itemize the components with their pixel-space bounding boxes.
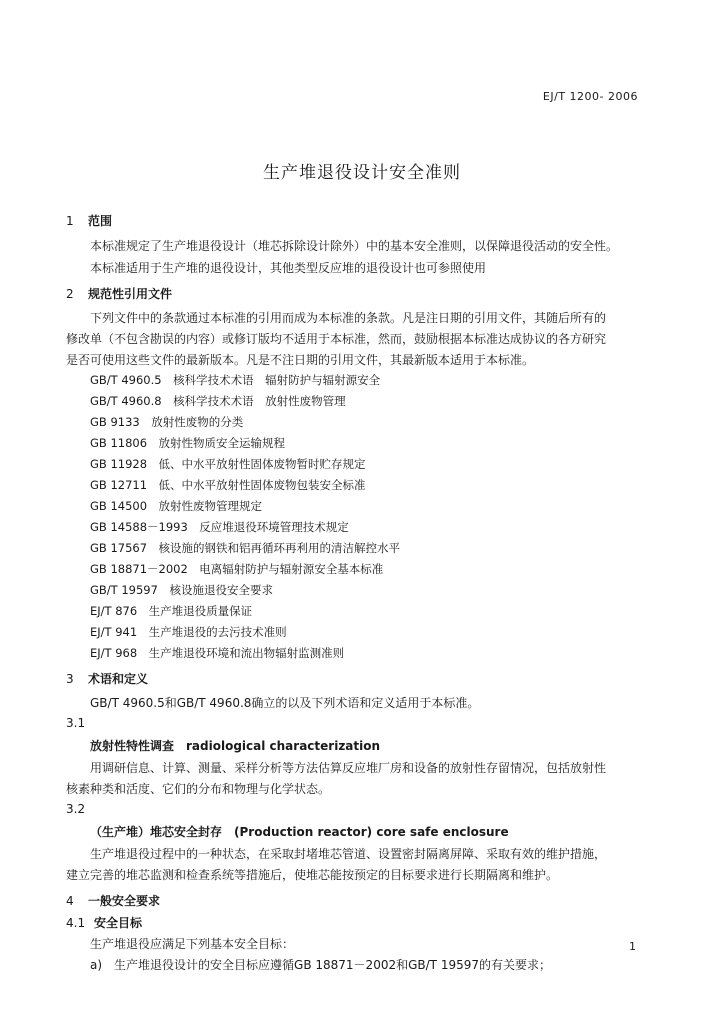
paragraph-line: 本标准规定了生产堆退役设计（堆芯拆除设计除外）中的基本安全准则，以保障退役活动的安全性。 — [90, 239, 619, 253]
reference-item: GB 14500 放射性废物管理规定 — [90, 499, 263, 513]
term-heading: （生产堆）堆芯安全封存 (Production reactor) core safe enclosure — [90, 825, 509, 839]
definition-line: 建立完善的堆芯监测和检查系统等措施后，使堆芯能按预定的目标要求进行长期隔离和维护。 — [66, 868, 559, 882]
section-3-heading — [66, 670, 148, 687]
term-heading: 放射性特性调查 radiological characterization — [90, 739, 381, 753]
term-number: 3.1 — [66, 716, 86, 730]
paragraph-line: 生产堆退役应满足下列基本安全目标： — [90, 937, 295, 951]
reference-item: GB 12711 低、中水平放射性固体废物包装安全标准 — [90, 478, 366, 492]
subsection-title: 安全目标 — [94, 916, 143, 930]
page-title: 生产堆退役设计安全准则 — [263, 163, 461, 183]
section-number: 2 — [66, 287, 74, 301]
reference-item: EJ/T 941 生产堆退役的去污技术准则 — [90, 625, 287, 639]
reference-item: GB/T 19597 核设施退役安全要求 — [90, 583, 273, 597]
term-number: 3.2 — [66, 802, 86, 816]
list-item: a) 生产堆退役设计的安全目标应遵循GB 18871－2002和GB/T 19597的有关要求； — [90, 958, 551, 972]
reference-item: GB 11806 放射性物质安全运输规程 — [90, 436, 286, 450]
section-1-heading — [66, 212, 112, 229]
section-title: 一般安全要求 — [88, 894, 161, 908]
reference-item: EJ/T 876 生产堆退役质量保证 — [90, 604, 253, 618]
definition-line: 用调研信息、计算、测量、采样分析等方法估算反应堆厂房和设备的放射性存留情况，包括放射性 — [90, 761, 607, 775]
subsection-number: 4.1 — [66, 916, 86, 930]
paragraph-line: 下列文件中的条款通过本标准的引用而成为本标准的条款。凡是注日期的引用文件，其随后所有的 — [90, 311, 607, 325]
paragraph-line: 本标准适用于生产堆的退役设计，其他类型反应堆的退役设计也可参照使用 — [90, 261, 487, 275]
reference-item: GB 14588－1993 反应堆退役环境管理技术规定 — [90, 520, 349, 534]
reference-item: GB 18871－2002 电离辐射防护与辐射源安全基本标准 — [90, 562, 384, 576]
definition-line: 生产堆退役过程中的一种状态，在采取封堵堆芯管道、设置密封隔离屏障、采取有效的维护措施， — [90, 847, 607, 861]
paragraph-line: 是否可使用这些文件的最新版本。凡是不注日期的引用文件，其最新版本适用于本标准。 — [66, 353, 535, 367]
reference-item: GB 11928 低、中水平放射性固体废物暂时贮存规定 — [90, 457, 366, 471]
reference-item: GB 9133 放射性废物的分类 — [90, 415, 244, 429]
section-title: 术语和定义 — [88, 672, 149, 686]
section-2-heading — [66, 285, 172, 302]
reference-item: EJ/T 968 生产堆退役环境和流出物辐射监测准则 — [90, 646, 345, 660]
section-4-heading — [66, 892, 160, 909]
reference-item: GB 17567 核设施的钢铁和铝再循环再利用的清洁解控水平 — [90, 541, 401, 555]
section-title: 规范性引用文件 — [88, 287, 173, 301]
reference-item: GB/T 4960.8 核科学技术术语 放射性废物管理 — [90, 394, 346, 408]
subsection-4-1-heading — [66, 914, 142, 931]
section-number: 4 — [66, 894, 74, 908]
section-number: 1 — [66, 214, 74, 228]
paragraph-line: 修改单（不包含勘误的内容）或修订版均不适用于本标准，然而，鼓励根据本标准达成协议的各方研究 — [66, 332, 607, 346]
section-title: 范围 — [88, 214, 113, 228]
document-code: EJ/T 1200- 2006 — [542, 90, 638, 103]
paragraph-line: GB/T 4960.5和GB/T 4960.8确立的以及下列术语和定义适用于本标准。 — [90, 696, 480, 710]
reference-item: GB/T 4960.5 核科学技术术语 辐射防护与辐射源安全 — [90, 373, 381, 387]
page-number: 1 — [629, 940, 636, 953]
section-number: 3 — [66, 672, 74, 686]
definition-line: 核素种类和活度、它们的分布和物理与化学状态。 — [66, 782, 331, 796]
